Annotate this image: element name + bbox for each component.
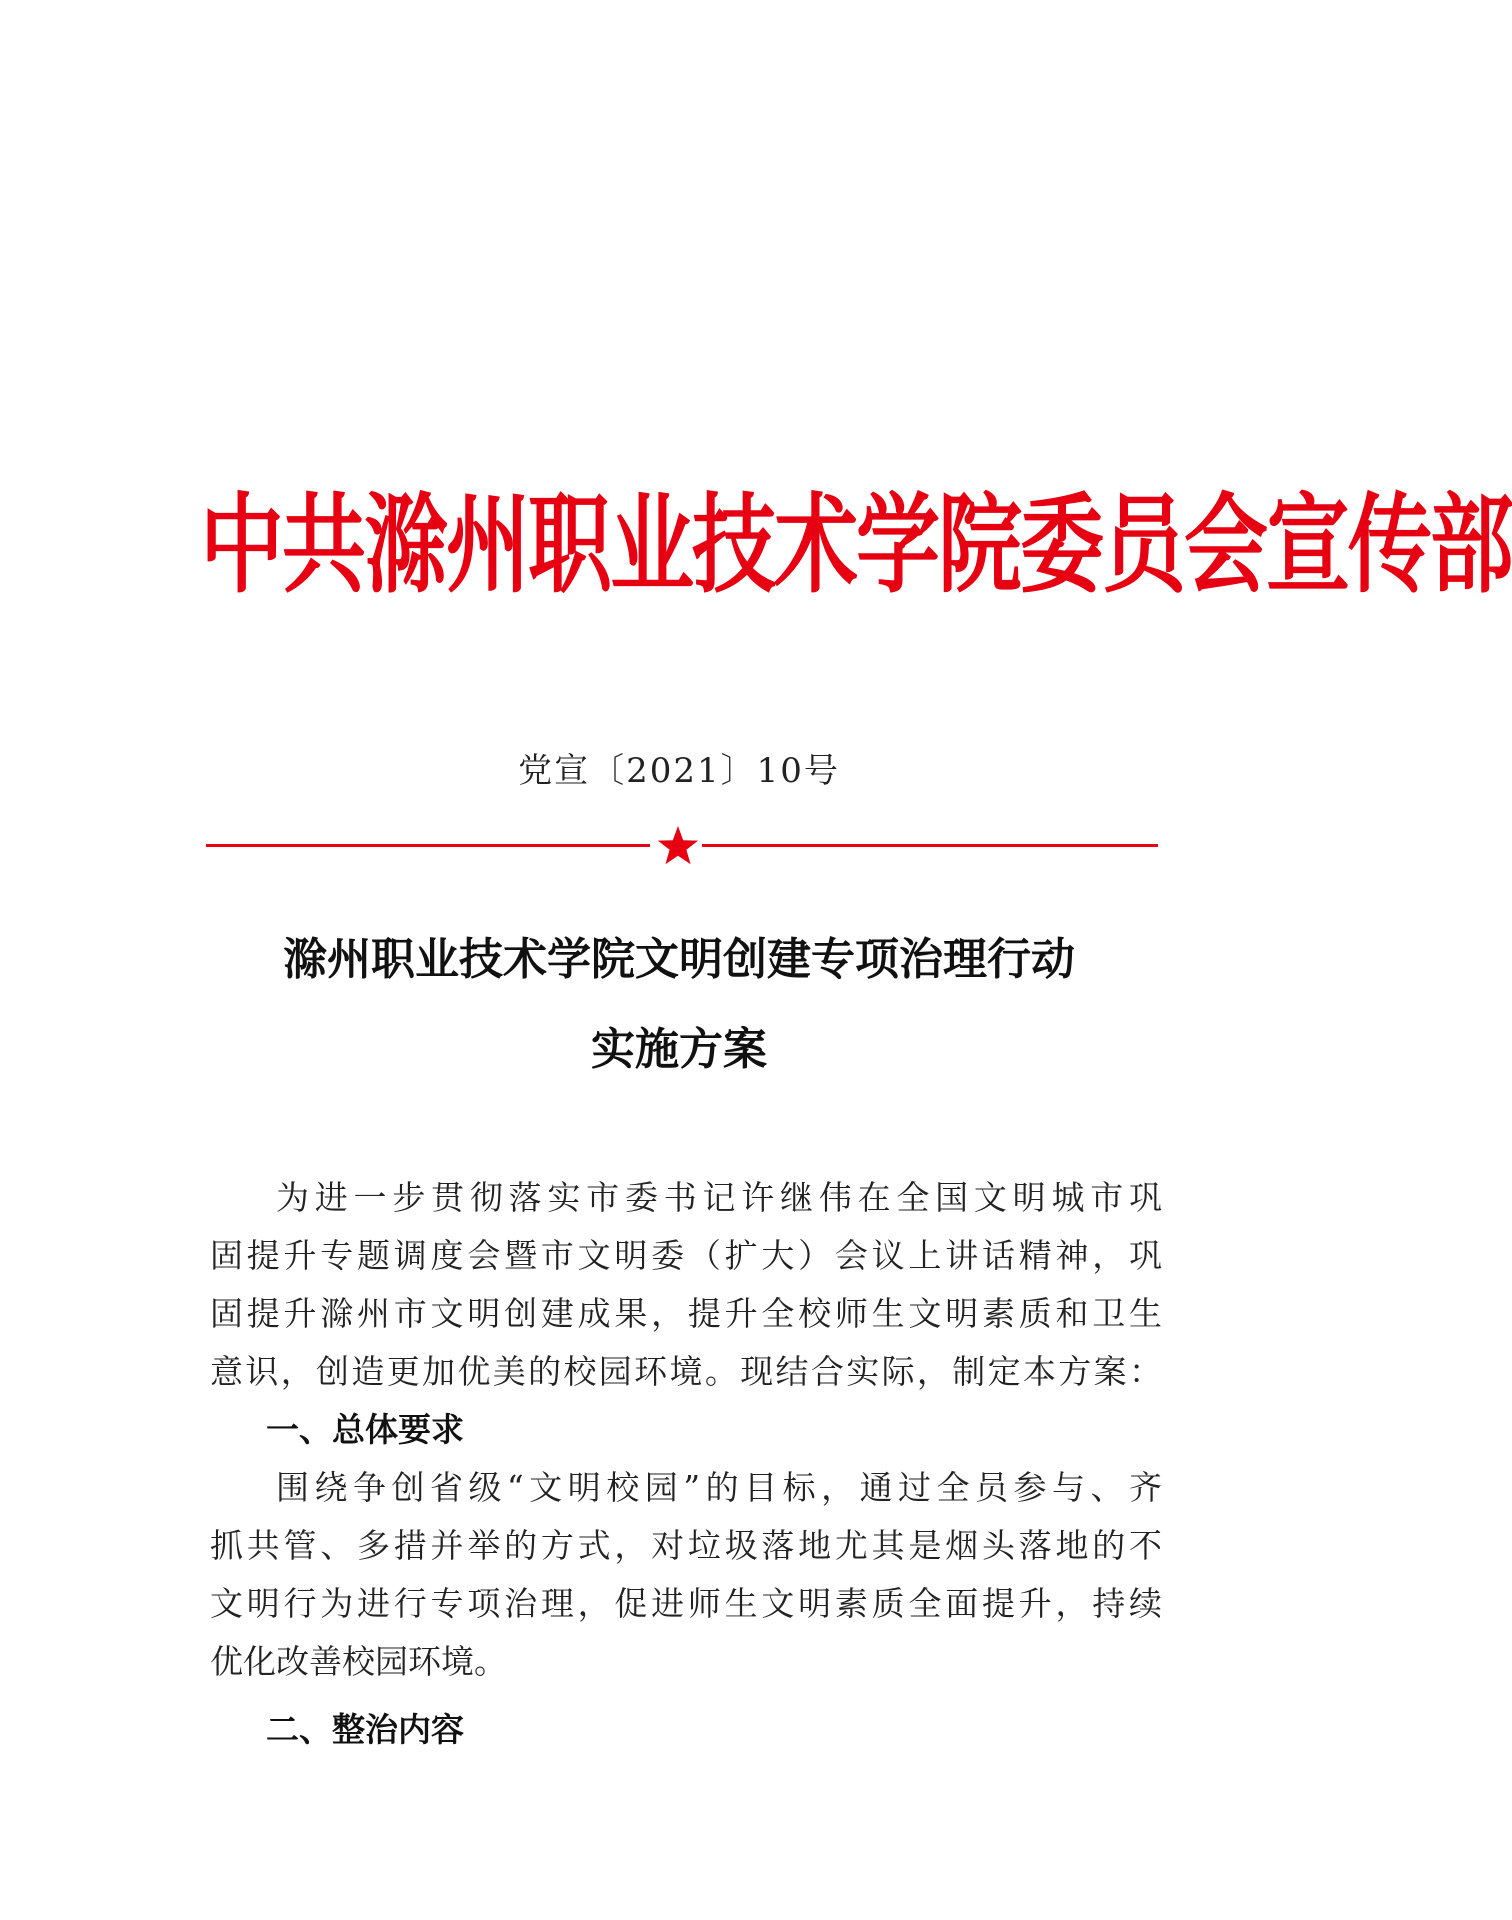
masthead: 中共滁州职业技术学院委员会宣传部 [200,482,1512,608]
section-paragraph-line: 围绕争创省级“文明校园”的目标，通过全员参与、齐 [276,1468,1162,1507]
section-heading-general-requirements: 一、总体要求 [266,1410,464,1449]
divider-rule-left [206,844,650,847]
intro-paragraph-line: 固提升滁州市文明创建成果，提升全校师生文明素质和卫生 [210,1294,1162,1333]
document-number: 党宣〔2021〕10号 [518,751,840,791]
document-title-line-1: 滁州职业技术学院文明创建专项治理行动 [283,934,1075,985]
intro-paragraph-line: 固提升专题调度会暨市文明委（扩大）会议上讲话精神，巩 [210,1236,1162,1275]
section-paragraph-line: 文明行为进行专项治理，促进师生文明素质全面提升，持续 [210,1584,1162,1623]
intro-paragraph-line: 为进一步贯彻落实市委书记许继伟在全国文明城市巩 [276,1178,1162,1217]
section-heading-rectification-content: 二、整治内容 [266,1710,464,1749]
document-title-line-2: 实施方案 [591,1024,767,1075]
section-paragraph-line: 抓共管、多措并举的方式，对垃圾落地尤其是烟头落地的不 [210,1526,1162,1565]
red-star-icon [656,824,700,868]
red-divider [206,824,1158,868]
divider-rule-right [702,844,1158,847]
intro-paragraph-line: 意识，创造更加优美的校园环境。现结合实际，制定本方案： [210,1352,1162,1391]
section-paragraph-line: 优化改善校园环境。 [210,1642,507,1681]
